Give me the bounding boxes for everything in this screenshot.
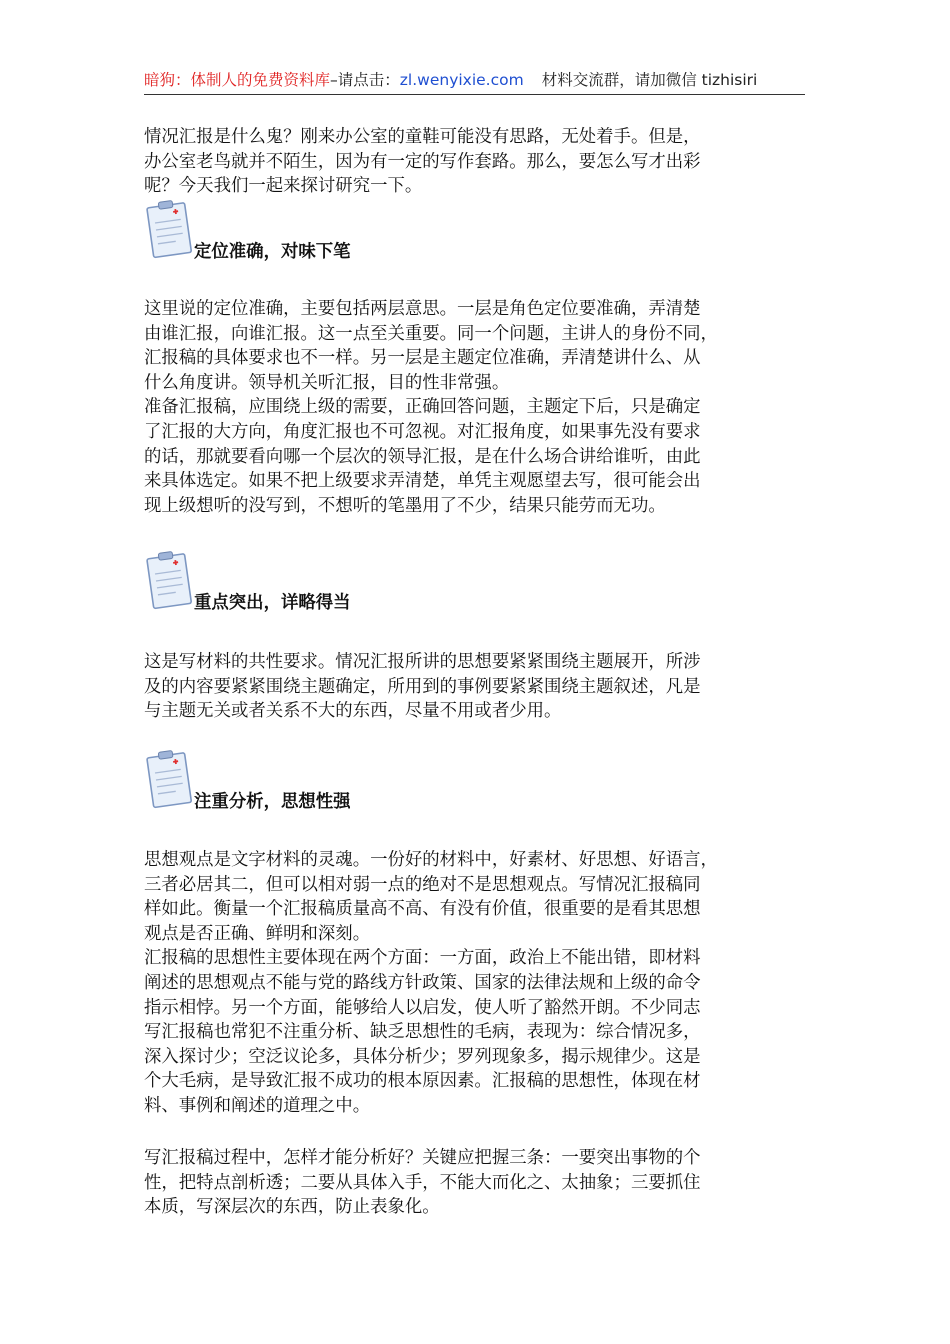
header-url-link[interactable]: zl.wenyixie.com [399, 71, 524, 89]
section-title: 重点突出，详略得当 [194, 593, 351, 613]
text-line: 阐述的思想观点不能与党的路线方针政策、国家的法律法规和上级的命令 [144, 972, 701, 993]
header-prompt: –请点击： [330, 71, 400, 89]
text-line: 准备汇报稿，应围绕上级的需要，正确回答问题，主题定下后，只是确定 [144, 397, 701, 418]
page-header [144, 66, 805, 95]
text-line: 写汇报稿过程中，怎样才能分析好？关键应把握三条：一要突出事物的个 [144, 1148, 701, 1168]
section-title: 定位准确，对味下笔 [194, 242, 351, 262]
section-heading-3 [144, 748, 644, 818]
text-line: 办公室老鸟就并不陌生，因为有一定的写作套路。那么，要怎么写才出彩 [144, 151, 701, 172]
intro-paragraph [144, 125, 809, 199]
text-line: 本质，写深层次的东西，防止表象化。 [144, 1197, 440, 1218]
text-line: 这里说的定位准确，主要包括两层意思。一层是角色定位要准确，弄清楚 [144, 299, 701, 319]
section-1-paragraph [144, 297, 809, 518]
text-line: 了汇报的大方向，角度汇报也不可忽视。对汇报角度，如果事先没有要求 [144, 421, 701, 442]
text-line: 汇报稿的具体要求也不一样。另一层是主题定位准确，弄清楚讲什么、从 [144, 348, 701, 369]
text-line: 观点是否正确、鲜明和深刻。 [144, 923, 371, 944]
header-contact: 材料交流群，请加微信 tizhisiri [541, 71, 758, 89]
clipboard-icon [144, 549, 196, 611]
text-line: 情况汇报是什么鬼？刚来办公室的童鞋可能没有思路，无处着手。但是， [144, 127, 701, 147]
text-line: 呢？今天我们一起来探讨研究一下。 [144, 176, 423, 197]
section-title: 注重分析，思想性强 [194, 792, 351, 812]
text-line: 汇报稿的思想性主要体现在两个方面：一方面，政治上不能出错，即材料 [144, 948, 701, 969]
text-line: 性，把特点剖析透；二要从具体入手，不能大而化之、太抽象；三要抓住 [144, 1172, 701, 1193]
text-line: 什么角度讲。领导机关听汇报，目的性非常强。 [144, 372, 510, 393]
clipboard-icon [144, 198, 196, 260]
text-line: 与主题无关或者关系不大的东西，尽量不用或者少用。 [144, 701, 562, 722]
text-line: 现上级想听的没写到，不想听的笔墨用了不少，结果只能劳而无功。 [144, 495, 666, 516]
text-line: 的话，那就要看向哪一个层次的领导汇报，是在什么场合讲给谁听，由此 [144, 446, 701, 467]
text-line: 这是写材料的共性要求。情况汇报所讲的思想要紧紧围绕主题展开，所涉 [144, 652, 701, 672]
section-2-paragraph [144, 650, 809, 724]
section-3-paragraph-2 [144, 1146, 809, 1220]
section-heading-2 [144, 549, 644, 619]
text-line: 思想观点是文字材料的灵魂。一份好的材料中，好素材、好思想、好语言， [144, 850, 718, 870]
text-line: 深入探讨少；空泛议论多，具体分析少；罗列现象多，揭示规律少。这是 [144, 1046, 701, 1067]
text-line: 料、事例和阐述的道理之中。 [144, 1095, 371, 1116]
section-3-paragraph-1 [144, 848, 809, 1119]
text-line: 及的内容要紧紧围绕主题确定，所用到的事例要紧紧围绕主题叙述，凡是 [144, 676, 701, 697]
section-heading-1 [144, 198, 644, 268]
text-line: 样如此。衡量一个汇报稿质量高不高、有没有价值，很重要的是看其思想 [144, 899, 701, 920]
text-line: 来具体选定。如果不把上级要求弄清楚，单凭主观愿望去写，很可能会出 [144, 471, 701, 492]
text-line: 由谁汇报，向谁汇报。这一点至关重要。同一个问题，主讲人的身份不同， [144, 323, 718, 344]
clipboard-icon [144, 748, 196, 810]
header-brand: 暗狗：体制人的免费资料库 [144, 71, 331, 89]
text-line: 个大毛病，是导致汇报不成功的根本原因素。汇报稿的思想性，体现在材 [144, 1071, 701, 1092]
text-line: 三者必居其二，但可以相对弱一点的绝对不是思想观点。写情况汇报稿同 [144, 874, 701, 895]
text-line: 指示相悖。另一个方面，能够给人以启发，使人听了豁然开朗。不少同志 [144, 997, 701, 1018]
text-line: 写汇报稿也常犯不注重分析、缺乏思想性的毛病，表现为：综合情况多， [144, 1022, 701, 1043]
